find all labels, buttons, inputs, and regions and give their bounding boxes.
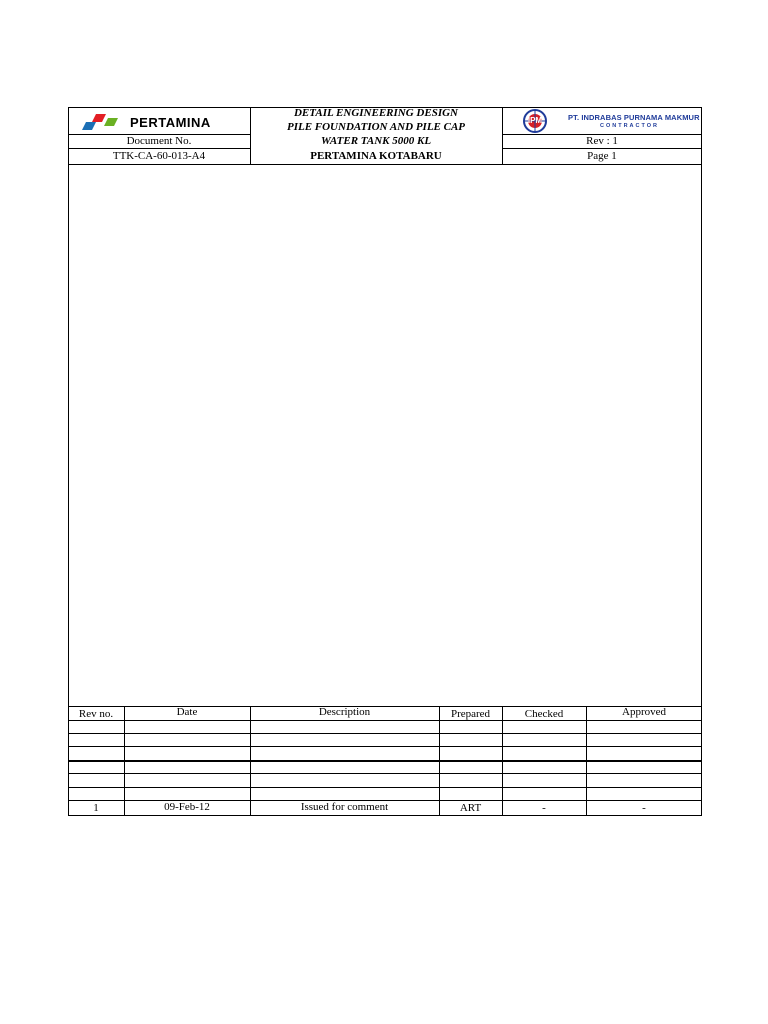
page-indicator: Page 1 — [587, 150, 617, 162]
title-line-3: WATER TANK 5000 KL — [320, 134, 432, 147]
col-header-approved: Approved — [622, 705, 666, 718]
revision-cell-description: Issued for comment — [300, 801, 389, 813]
revision-row-line-5 — [68, 787, 702, 788]
revision-col-line-4 — [502, 706, 503, 816]
company-name: PERTAMINA — [130, 115, 211, 130]
revision-cell-rev-no: 1 — [93, 802, 99, 814]
col-header-rev-no: Rev no. — [78, 707, 114, 720]
revision-col-line-5 — [586, 706, 587, 816]
content-area — [69, 165, 701, 706]
document-no-label: Document No. — [126, 135, 192, 147]
ipm-logo-text: IPM — [527, 116, 543, 125]
col-header-date: Date — [176, 705, 198, 718]
contractor-role: CONTRACTOR — [600, 123, 660, 129]
title-line-4: PERTAMINA KOTABARU — [310, 149, 442, 162]
revision-cell-prepared: ART — [459, 802, 482, 814]
title-line-1: DETAIL ENGINEERING DESIGN — [293, 106, 459, 119]
col-header-checked: Checked — [524, 707, 564, 720]
revision-table-header-bottom — [68, 720, 702, 721]
contractor-logo — [520, 108, 700, 134]
pertamina-logo — [80, 110, 240, 132]
col-header-prepared: Prepared — [450, 707, 491, 720]
title-line-2: PILE FOUNDATION AND PILE CAP — [286, 120, 466, 133]
revision-col-line-3 — [439, 706, 440, 816]
contractor-name: PT. INDRABAS PURNAMA MAKMUR — [568, 113, 700, 122]
col-header-description: Description — [318, 705, 371, 718]
pertamina-logo-icon — [82, 110, 122, 132]
revision-cell-date: 09-Feb-12 — [164, 801, 210, 813]
revision-indicator: Rev : 1 — [586, 135, 618, 147]
document-no-value: TTK-CA-60-013-A4 — [112, 150, 206, 162]
revision-cell-approved: - — [642, 802, 646, 814]
revision-row-line-2 — [68, 746, 702, 747]
revision-row-line-1 — [68, 733, 702, 734]
revision-row-line-3 — [68, 760, 702, 762]
revision-cell-checked: - — [542, 802, 546, 814]
revision-row-line-4 — [68, 773, 702, 774]
